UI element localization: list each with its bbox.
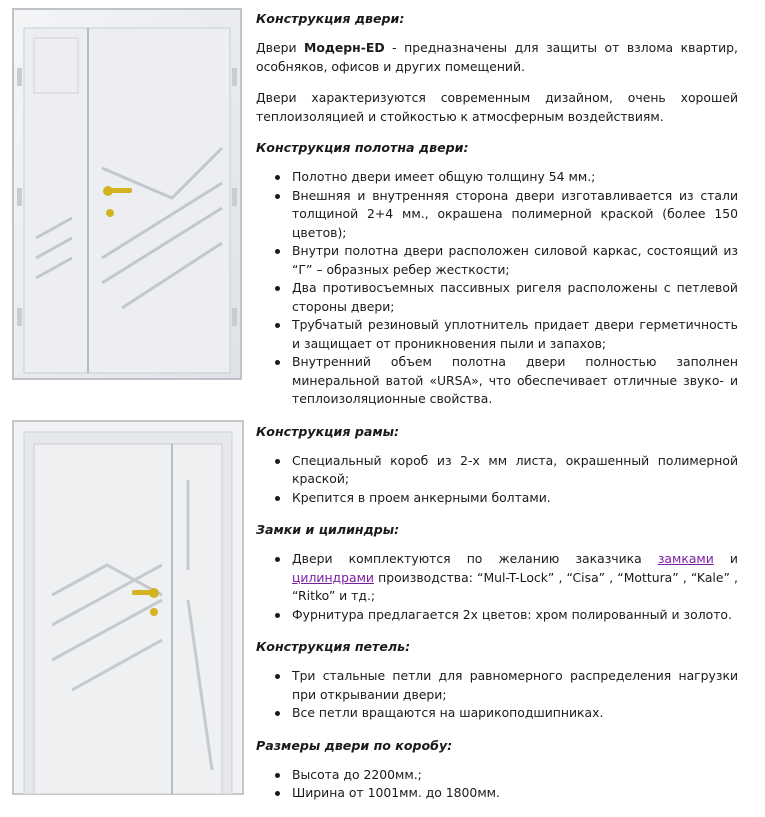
section-title-construction: Конструкция двери: (256, 11, 405, 26)
section-title-leaf: Конструкция полотна двери: (256, 140, 469, 155)
list-item: Фурнитура предлагается 2х цветов: хром полированный и золото. (292, 606, 738, 625)
construction-paragraph-2: Двери характеризуются современным дизайном, очень хорошей теплоизоляцией и стойкостью к атмосферным воздействиям. (256, 90, 738, 124)
list-item: Внешняя и внутренняя сторона двери изготавливается из стали толщиной 2+4 мм., окрашена полимерной краской (более 150 цветов); (292, 187, 738, 243)
list-item: Крепится в проем анкерными болтами. (292, 489, 738, 508)
locks-item-prefix: Двери комплектуются по желанию заказчика (292, 551, 658, 566)
list-item: Внутри полотна двери расположен силовой каркас, состоящий из “Г” – образных ребер жесткости; (292, 242, 738, 279)
list-item: Ширина от 1001мм. до 1800мм. (292, 784, 738, 803)
construction-paragraph-1 (256, 39, 738, 76)
leaf-list (256, 168, 738, 409)
model-name: Модерн-ED (304, 40, 385, 55)
door-framed-image (12, 420, 244, 795)
locks-item-suffix: производства: “Mul-T-Lock” , “Cisa” , “Mottura” , “Kale” , “Ritko” и тд.; (292, 569, 738, 603)
hinges-list (256, 667, 738, 723)
section-title-sizes: Размеры двери по коробу: (256, 737, 453, 753)
locks-list (256, 550, 738, 624)
section-title-frame: Конструкция рамы: (256, 423, 400, 439)
locks-item-and: и (713, 551, 738, 566)
door-description (256, 10, 738, 817)
list-item: Два противосъемных пассивных ригеля расположены с петлевой стороны двери; (292, 279, 738, 316)
p1-rest: - предназначены для защиты от взлома квартир, особняков, офисов и других помещений. (256, 40, 738, 74)
locks-link[interactable]: замками (657, 551, 714, 566)
frame-list (256, 452, 738, 508)
list-item: Трубчатый резиновый уплотнитель придает двери герметичность и защищает от проникновения пыли и запахов; (292, 316, 738, 353)
p1-prefix: Двери (256, 40, 305, 55)
section-title-hinges: Конструкция петель: (256, 639, 411, 654)
list-item: Все петли вращаются на шарикоподшипниках. (292, 704, 738, 723)
list-item: Высота до 2200мм.; (292, 766, 738, 785)
cylinders-link[interactable]: цилиндрами (292, 569, 374, 585)
list-item: Внутренний объем полотна двери полностью заполнен минеральной ватой «URSA», что обеспечивает отличные звуко- и теплоизоляционные свойства. (292, 353, 738, 409)
list-item: Три стальные петли для равномерного распределения нагрузки при открывании двери; (292, 667, 738, 704)
sizes-list (256, 766, 738, 803)
door-front-image (12, 8, 242, 380)
list-item (292, 550, 738, 606)
list-item: Полотно двери имеет общую толщину 54 мм.; (292, 168, 738, 187)
list-item: Специальный короб из 2-х мм листа, окрашенный полимерной краской; (292, 452, 738, 489)
section-title-locks: Замки и цилиндры: (256, 522, 400, 537)
